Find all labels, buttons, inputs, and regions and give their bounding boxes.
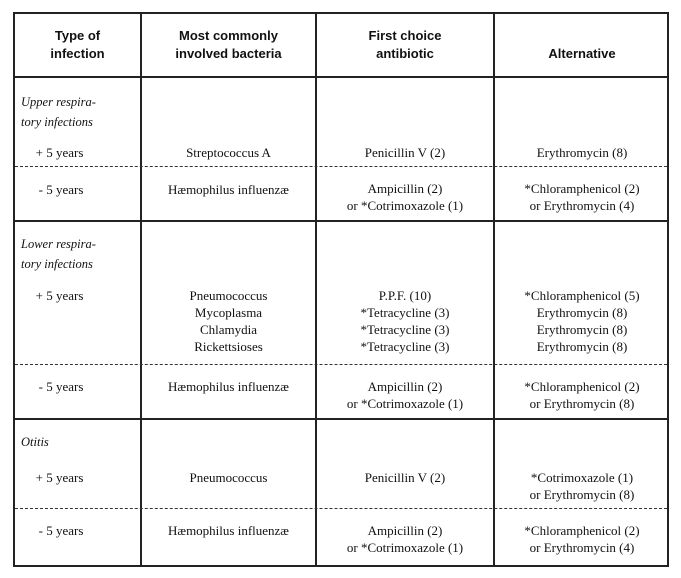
section-divider	[15, 418, 667, 420]
antibiotic-table	[13, 12, 669, 567]
bacteria-cell: Hæmophilus influenzæ	[168, 182, 289, 197]
age-marker: +	[35, 470, 43, 485]
first-choice-cell: P.P.F. (10) *Tetracycline (3) *Tetracycline (3) *Tetracycline (3)	[360, 288, 450, 354]
age-label: 5 years	[46, 288, 84, 303]
age-marker: +	[35, 145, 43, 160]
alternative-cell: Erythromycin (8)	[536, 145, 628, 160]
age-cell	[21, 378, 131, 395]
age-cell	[21, 287, 131, 304]
age-cell	[21, 181, 131, 198]
section-title-otitis: Otitis	[21, 435, 49, 449]
alternative-cell: *Chloramphenicol (2) or Erythromycin (4)	[524, 181, 640, 213]
header-divider	[15, 76, 667, 78]
age-label: 5 years	[46, 470, 84, 485]
header-first-choice: First choice antibiotic	[368, 28, 442, 61]
header-alternative: Alternative	[548, 46, 616, 61]
bacteria-cell: Pneumococcus Mycoplasma Chlamydia Rickettsioses	[189, 288, 268, 354]
age-marker: -	[38, 379, 43, 394]
age-marker: -	[38, 523, 43, 538]
section-divider	[15, 220, 667, 222]
alternative-cell: *Chloramphenicol (2) or Erythromycin (8)	[524, 379, 640, 411]
first-choice-cell: Penicillin V (2)	[364, 145, 446, 160]
row-divider	[15, 508, 667, 509]
section-title-upper-respiratory: Upper respira- tory infections	[21, 95, 96, 129]
bacteria-cell: Hæmophilus influenzæ	[168, 523, 289, 538]
row-divider	[15, 166, 667, 167]
first-choice-cell: Penicillin V (2)	[364, 470, 446, 485]
age-marker: +	[35, 288, 43, 303]
age-cell	[21, 469, 131, 486]
age-cell	[21, 144, 131, 161]
age-label: 5 years	[46, 523, 84, 538]
age-label: 5 years	[46, 182, 84, 197]
alternative-cell: *Cotrimoxazole (1) or Erythromycin (8)	[529, 470, 635, 502]
bacteria-cell: Hæmophilus influenzæ	[168, 379, 289, 394]
first-choice-cell: Ampicillin (2) or *Cotrimoxazole (1)	[346, 379, 464, 411]
age-cell	[21, 522, 131, 539]
first-choice-cell: Ampicillin (2) or *Cotrimoxazole (1)	[346, 181, 464, 213]
alternative-cell: *Chloramphenicol (2) or Erythromycin (4)	[524, 523, 640, 555]
alternative-cell: *Chloramphenicol (5) Erythromycin (8) Erythromycin (8) Erythromycin (8)	[524, 288, 640, 354]
header-type-of-infection: Type of infection	[50, 28, 105, 61]
first-choice-cell: Ampicillin (2) or *Cotrimoxazole (1)	[346, 523, 464, 555]
header-bacteria: Most commonly involved bacteria	[175, 28, 282, 61]
row-divider	[15, 364, 667, 365]
age-label: 5 years	[46, 379, 84, 394]
section-title-lower-respiratory: Lower respira- tory infections	[21, 237, 96, 271]
bacteria-cell: Streptococcus A	[186, 145, 271, 160]
age-marker: -	[38, 182, 43, 197]
age-label: 5 years	[46, 145, 84, 160]
bacteria-cell: Pneumococcus	[189, 470, 268, 485]
